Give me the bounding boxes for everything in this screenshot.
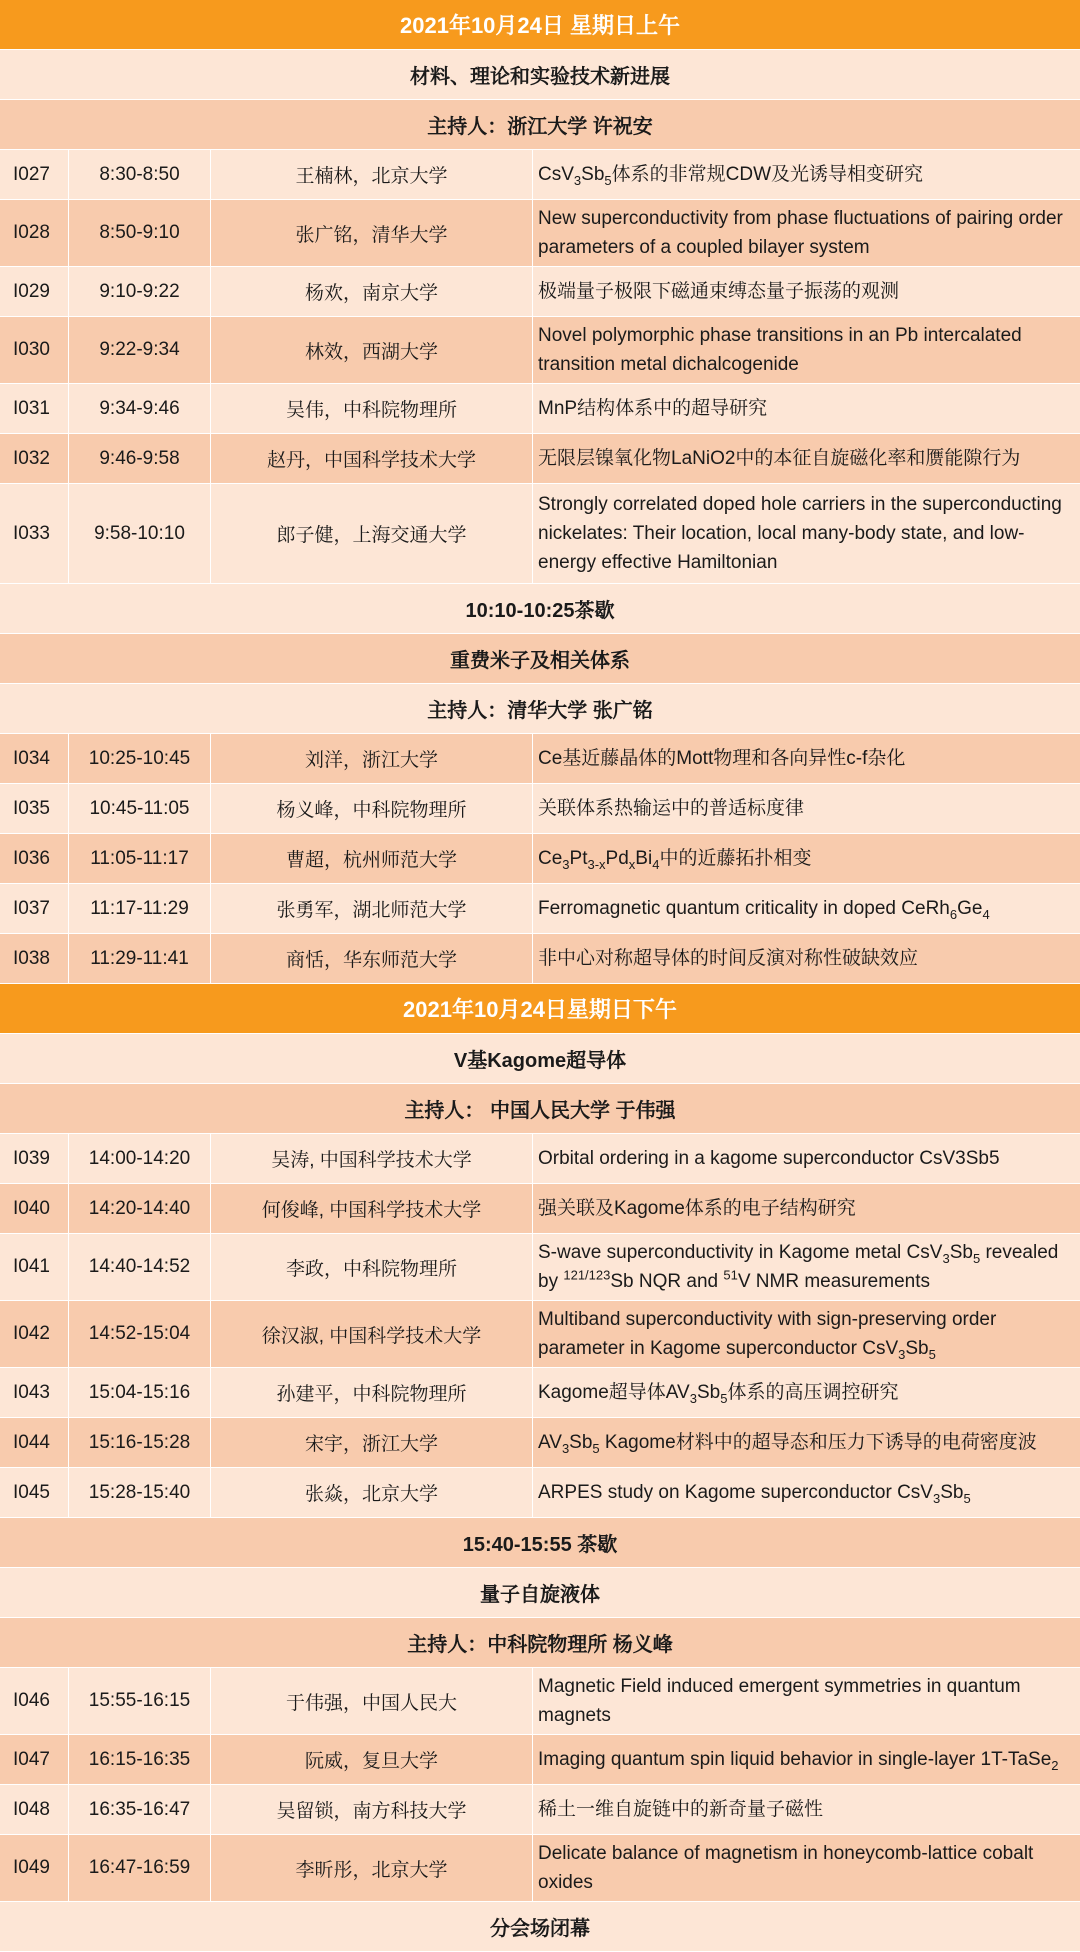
section-text: 材料、理论和实验技术新进展 xyxy=(410,66,670,88)
title-segment: Kagome材料中的超导态和压力下诱导的电荷密度波 xyxy=(599,1432,1037,1453)
talk-speaker: 赵丹，中国科学技术大学 xyxy=(211,434,533,483)
talk-title xyxy=(533,200,1080,266)
talk-title-text xyxy=(538,1839,1076,1897)
talk-speaker: 吴伟，中科院物理所 xyxy=(211,384,533,433)
talk-id: I043 xyxy=(0,1368,69,1417)
talk-speaker: 孙建平，中科院物理所 xyxy=(211,1368,533,1417)
section-text: 主持人： 中国人民大学 于伟强 xyxy=(404,1100,676,1122)
section-row xyxy=(0,50,1080,100)
talk-title xyxy=(533,1835,1080,1901)
title-segment: Sb xyxy=(581,164,605,185)
talk-speaker: 吴涛, 中国科学技术大学 xyxy=(211,1134,533,1183)
talk-title-text xyxy=(538,1238,1076,1296)
talk-row xyxy=(0,1418,1080,1468)
talk-row xyxy=(0,434,1080,484)
talk-speaker: 阮威，复旦大学 xyxy=(211,1735,533,1784)
talk-title-text xyxy=(538,1745,1059,1774)
talk-row xyxy=(0,1468,1080,1518)
title-segment: Imaging quantum spin liquid behavior in single-layer 1T-TaSe xyxy=(538,1749,1052,1770)
talk-speaker: 宋宇，浙江大学 xyxy=(211,1418,533,1467)
title-subscript: 3 xyxy=(689,1390,697,1406)
talk-id: I036 xyxy=(0,834,69,883)
talk-time: 14:52-15:04 xyxy=(69,1301,211,1367)
day-header-text: 2021年10月24日 星期日上午 xyxy=(400,13,680,38)
title-segment: Strongly correlated doped hole carriers in the superconducting nickelates: Their location, local many-body state, and low-energy effective Hamiltonian xyxy=(538,494,1062,573)
talk-title-text xyxy=(538,277,899,306)
section-text: 主持人：中科院物理所 杨义峰 xyxy=(407,1634,673,1656)
title-segment: Orbital ordering in a kagome superconductor CsV3Sb5 xyxy=(538,1148,1000,1169)
title-subscript: x xyxy=(628,856,636,872)
title-subscript: 5 xyxy=(972,1250,981,1266)
title-segment: Pt xyxy=(569,848,588,869)
title-subscript: 3 xyxy=(562,856,570,872)
talk-title xyxy=(533,384,1080,433)
section-text: 主持人：清华大学 张广铭 xyxy=(427,700,653,722)
section-text: V基Kagome超导体 xyxy=(453,1050,627,1072)
talk-row xyxy=(0,1234,1080,1301)
talk-speaker: 李昕彤，北京大学 xyxy=(211,1835,533,1901)
talk-title-text xyxy=(538,744,905,773)
title-segment: AV xyxy=(538,1432,562,1453)
talk-title-text xyxy=(538,944,918,973)
title-segment: revealed by xyxy=(538,1242,1059,1292)
talk-id: I045 xyxy=(0,1468,69,1517)
talk-time: 10:45-11:05 xyxy=(69,784,211,833)
day-header xyxy=(0,0,1080,50)
talk-title-text xyxy=(538,1305,1076,1363)
talk-speaker: 何俊峰, 中国科学技术大学 xyxy=(211,1184,533,1233)
talk-id: I030 xyxy=(0,317,69,383)
title-supscript: 121/123 xyxy=(563,1267,611,1283)
talk-title-text xyxy=(538,1378,898,1407)
talk-title xyxy=(533,1468,1080,1517)
title-subscript: 3 xyxy=(932,1490,941,1506)
talk-time: 16:15-16:35 xyxy=(69,1735,211,1784)
talk-id: I039 xyxy=(0,1134,69,1183)
talk-title xyxy=(533,1668,1080,1734)
talk-time: 15:28-15:40 xyxy=(69,1468,211,1517)
title-segment: 体系的非常规CDW及光诱导相变研究 xyxy=(611,164,924,185)
talk-speaker: 于伟强，中国人民大 xyxy=(211,1668,533,1734)
talk-title xyxy=(533,834,1080,883)
talk-time: 11:05-11:17 xyxy=(69,834,211,883)
title-subscript: 3 xyxy=(898,1346,906,1362)
section-text: 主持人：浙江大学 许祝安 xyxy=(427,116,653,138)
section-row xyxy=(0,1618,1080,1668)
title-segment: 无限层镍氧化物LaNiO2中的本征自旋磁化率和赝能隙行为 xyxy=(538,448,1021,469)
talk-speaker: 徐汉淑, 中国科学技术大学 xyxy=(211,1301,533,1367)
title-segment: 稀土一维自旋链中的新奇量子磁性 xyxy=(538,1799,824,1820)
title-segment: Ge xyxy=(957,898,983,919)
day-header xyxy=(0,984,1080,1034)
section-row xyxy=(0,1034,1080,1084)
talk-id: I048 xyxy=(0,1785,69,1834)
talk-title xyxy=(533,150,1080,199)
section-row xyxy=(0,100,1080,150)
talk-speaker: 郎子健，上海交通大学 xyxy=(211,484,533,583)
title-segment: 极端量子极限下磁通束缚态量子振荡的观测 xyxy=(538,281,900,302)
talk-speaker: 张焱，北京大学 xyxy=(211,1468,533,1517)
talk-row xyxy=(0,1301,1080,1368)
talk-title-text xyxy=(538,794,804,823)
section-row xyxy=(0,1902,1080,1952)
talk-title-text xyxy=(538,1428,1037,1457)
talk-title xyxy=(533,317,1080,383)
title-segment: Sb xyxy=(569,1432,593,1453)
talk-time: 16:47-16:59 xyxy=(69,1835,211,1901)
talk-time: 14:00-14:20 xyxy=(69,1134,211,1183)
section-row xyxy=(0,1084,1080,1134)
day-header-text: 2021年10月24日星期日下午 xyxy=(403,997,677,1022)
title-segment: New superconductivity from phase fluctuations of pairing order parameters of a coupled bilayer system xyxy=(538,208,1063,258)
talk-id: I028 xyxy=(0,200,69,266)
talk-id: I035 xyxy=(0,784,69,833)
title-segment: Bi xyxy=(635,848,653,869)
title-subscript: 4 xyxy=(652,856,660,872)
talk-id: I049 xyxy=(0,1835,69,1901)
talk-title-text xyxy=(538,490,1076,577)
talk-time: 8:50-9:10 xyxy=(69,200,211,266)
talk-row xyxy=(0,834,1080,884)
title-segment: Pd xyxy=(605,848,629,869)
talk-time: 14:20-14:40 xyxy=(69,1184,211,1233)
section-text: 15:40-15:55 茶歇 xyxy=(462,1534,618,1556)
talk-time: 8:30-8:50 xyxy=(69,150,211,199)
title-segment: ARPES study on Kagome superconductor CsV xyxy=(538,1482,933,1503)
talk-time: 11:29-11:41 xyxy=(69,934,211,983)
talk-title xyxy=(533,1134,1080,1183)
title-segment: S-wave superconductivity in Kagome metal CsV xyxy=(538,1242,943,1263)
talk-id: I044 xyxy=(0,1418,69,1467)
talk-id: I034 xyxy=(0,734,69,783)
talk-row xyxy=(0,934,1080,984)
talk-title-text xyxy=(538,1672,1076,1730)
section-row xyxy=(0,1518,1080,1568)
talk-id: I031 xyxy=(0,384,69,433)
talk-title-text xyxy=(538,844,811,873)
title-segment: 关联体系热输运中的普适标度律 xyxy=(538,798,805,819)
talk-row xyxy=(0,484,1080,584)
talk-time: 14:40-14:52 xyxy=(69,1234,211,1300)
talk-title-text xyxy=(538,160,923,189)
talk-time: 15:55-16:15 xyxy=(69,1668,211,1734)
title-segment: Sb xyxy=(940,1482,964,1503)
section-row xyxy=(0,584,1080,634)
talk-title-text xyxy=(538,444,1020,473)
talk-id: I037 xyxy=(0,884,69,933)
talk-time: 9:22-9:34 xyxy=(69,317,211,383)
talk-time: 9:10-9:22 xyxy=(69,267,211,316)
title-subscript: 4 xyxy=(982,906,990,922)
talk-title-text xyxy=(538,204,1076,262)
title-segment: Novel polymorphic phase transitions in an Pb intercalated transition metal dichalcogenide xyxy=(538,325,1022,375)
talk-title xyxy=(533,784,1080,833)
talk-time: 15:04-15:16 xyxy=(69,1368,211,1417)
title-segment: 体系的高压调控研究 xyxy=(727,1382,899,1403)
title-subscript: 5 xyxy=(928,1346,936,1362)
talk-time: 9:34-9:46 xyxy=(69,384,211,433)
talk-row xyxy=(0,267,1080,317)
title-segment: Magnetic Field induced emergent symmetries in quantum magnets xyxy=(538,1676,1021,1726)
title-subscript: 3 xyxy=(561,1440,570,1456)
talk-row xyxy=(0,1134,1080,1184)
talk-title xyxy=(533,267,1080,316)
talk-speaker: 李政，中科院物理所 xyxy=(211,1234,533,1300)
talk-time: 9:58-10:10 xyxy=(69,484,211,583)
talk-speaker: 张广铭，清华大学 xyxy=(211,200,533,266)
talk-row xyxy=(0,1368,1080,1418)
talk-speaker: 王楠林，北京大学 xyxy=(211,150,533,199)
talk-row xyxy=(0,784,1080,834)
talk-id: I032 xyxy=(0,434,69,483)
talk-title-text xyxy=(538,1144,1000,1173)
talk-title-text xyxy=(538,1194,856,1223)
talk-id: I038 xyxy=(0,934,69,983)
title-segment: Multiband superconductivity with sign-preserving order parameter in Kagome superconductor CsV xyxy=(538,1309,997,1359)
talk-row xyxy=(0,317,1080,384)
title-segment: Sb xyxy=(696,1382,721,1403)
talk-time: 9:46-9:58 xyxy=(69,434,211,483)
title-segment: Kagome超导体AV xyxy=(538,1382,690,1403)
talk-title xyxy=(533,1184,1080,1233)
title-segment: Delicate balance of magnetism in honeycomb-lattice cobalt oxides xyxy=(538,1843,1034,1893)
title-subscript: 3-x xyxy=(587,856,606,872)
talk-title xyxy=(533,934,1080,983)
title-segment: Sb xyxy=(949,1242,973,1263)
title-subscript: 3 xyxy=(942,1250,950,1266)
title-subscript: 3 xyxy=(573,172,582,188)
talk-title xyxy=(533,734,1080,783)
talk-speaker: 商恬，华东师范大学 xyxy=(211,934,533,983)
talk-id: I027 xyxy=(0,150,69,199)
talk-speaker: 杨欢，南京大学 xyxy=(211,267,533,316)
title-segment: Sb xyxy=(905,1338,929,1359)
title-segment: MnP结构体系中的超导研究 xyxy=(538,398,768,419)
talk-title xyxy=(533,484,1080,583)
talk-speaker: 曹超，杭州师范大学 xyxy=(211,834,533,883)
section-row xyxy=(0,634,1080,684)
title-segment: Ce基近藤晶体的Mott物理和各向异性c-f杂化 xyxy=(538,748,906,769)
talk-title-text xyxy=(538,1478,971,1507)
talk-row xyxy=(0,1735,1080,1785)
talk-title xyxy=(533,1785,1080,1834)
talk-id: I047 xyxy=(0,1735,69,1784)
talk-row xyxy=(0,150,1080,200)
title-subscript: 5 xyxy=(720,1390,728,1406)
talk-row xyxy=(0,1835,1080,1902)
talk-title xyxy=(533,1368,1080,1417)
talk-speaker: 刘洋，浙江大学 xyxy=(211,734,533,783)
title-subscript: 5 xyxy=(963,1490,971,1506)
title-segment: 强关联及Kagome体系的电子结构研究 xyxy=(538,1198,856,1219)
talk-speaker: 杨义峰，中科院物理所 xyxy=(211,784,533,833)
talk-row xyxy=(0,384,1080,434)
title-segment: 中的近藤拓扑相变 xyxy=(659,848,812,869)
talk-row xyxy=(0,200,1080,267)
title-subscript: 6 xyxy=(949,906,958,922)
talk-id: I046 xyxy=(0,1668,69,1734)
talk-speaker: 吴留锁，南方科技大学 xyxy=(211,1785,533,1834)
title-segment: Ferromagnetic quantum criticality in doped CeRh xyxy=(538,898,950,919)
title-segment: CsV xyxy=(538,164,574,185)
talk-id: I041 xyxy=(0,1234,69,1300)
section-text: 重费米子及相关体系 xyxy=(450,650,630,672)
talk-id: I033 xyxy=(0,484,69,583)
title-supscript: 51 xyxy=(723,1267,738,1283)
title-segment: V NMR measurements xyxy=(737,1271,930,1292)
talk-title xyxy=(533,1735,1080,1784)
talk-title-text xyxy=(538,321,1076,379)
title-segment: Ce xyxy=(538,848,563,869)
talk-speaker: 林效，西湖大学 xyxy=(211,317,533,383)
talk-row xyxy=(0,734,1080,784)
title-subscript: 5 xyxy=(604,172,612,188)
talk-row xyxy=(0,884,1080,934)
title-subscript: 5 xyxy=(592,1440,600,1456)
talk-row xyxy=(0,1668,1080,1735)
section-text: 量子自旋液体 xyxy=(480,1584,600,1606)
section-text: 分会场闭幕 xyxy=(490,1918,590,1940)
talk-id: I029 xyxy=(0,267,69,316)
talk-row xyxy=(0,1785,1080,1835)
talk-title-text xyxy=(538,894,990,923)
talk-time: 10:25-10:45 xyxy=(69,734,211,783)
talk-title xyxy=(533,1418,1080,1467)
title-segment: 非中心对称超导体的时间反演对称性破缺效应 xyxy=(538,948,919,969)
title-segment: Sb NQR and xyxy=(610,1271,724,1292)
talk-row xyxy=(0,1184,1080,1234)
section-row xyxy=(0,1568,1080,1618)
talk-title-text xyxy=(538,1795,823,1824)
talk-title-text xyxy=(538,394,767,423)
talk-title xyxy=(533,434,1080,483)
talk-time: 15:16-15:28 xyxy=(69,1418,211,1467)
talk-title xyxy=(533,1234,1080,1300)
talk-id: I042 xyxy=(0,1301,69,1367)
talk-title xyxy=(533,884,1080,933)
section-row xyxy=(0,684,1080,734)
talk-id: I040 xyxy=(0,1184,69,1233)
talk-time: 16:35-16:47 xyxy=(69,1785,211,1834)
title-subscript: 2 xyxy=(1051,1757,1059,1773)
talk-speaker: 张勇军，湖北师范大学 xyxy=(211,884,533,933)
talk-title xyxy=(533,1301,1080,1367)
section-text: 10:10-10:25茶歇 xyxy=(465,600,615,622)
talk-time: 11:17-11:29 xyxy=(69,884,211,933)
